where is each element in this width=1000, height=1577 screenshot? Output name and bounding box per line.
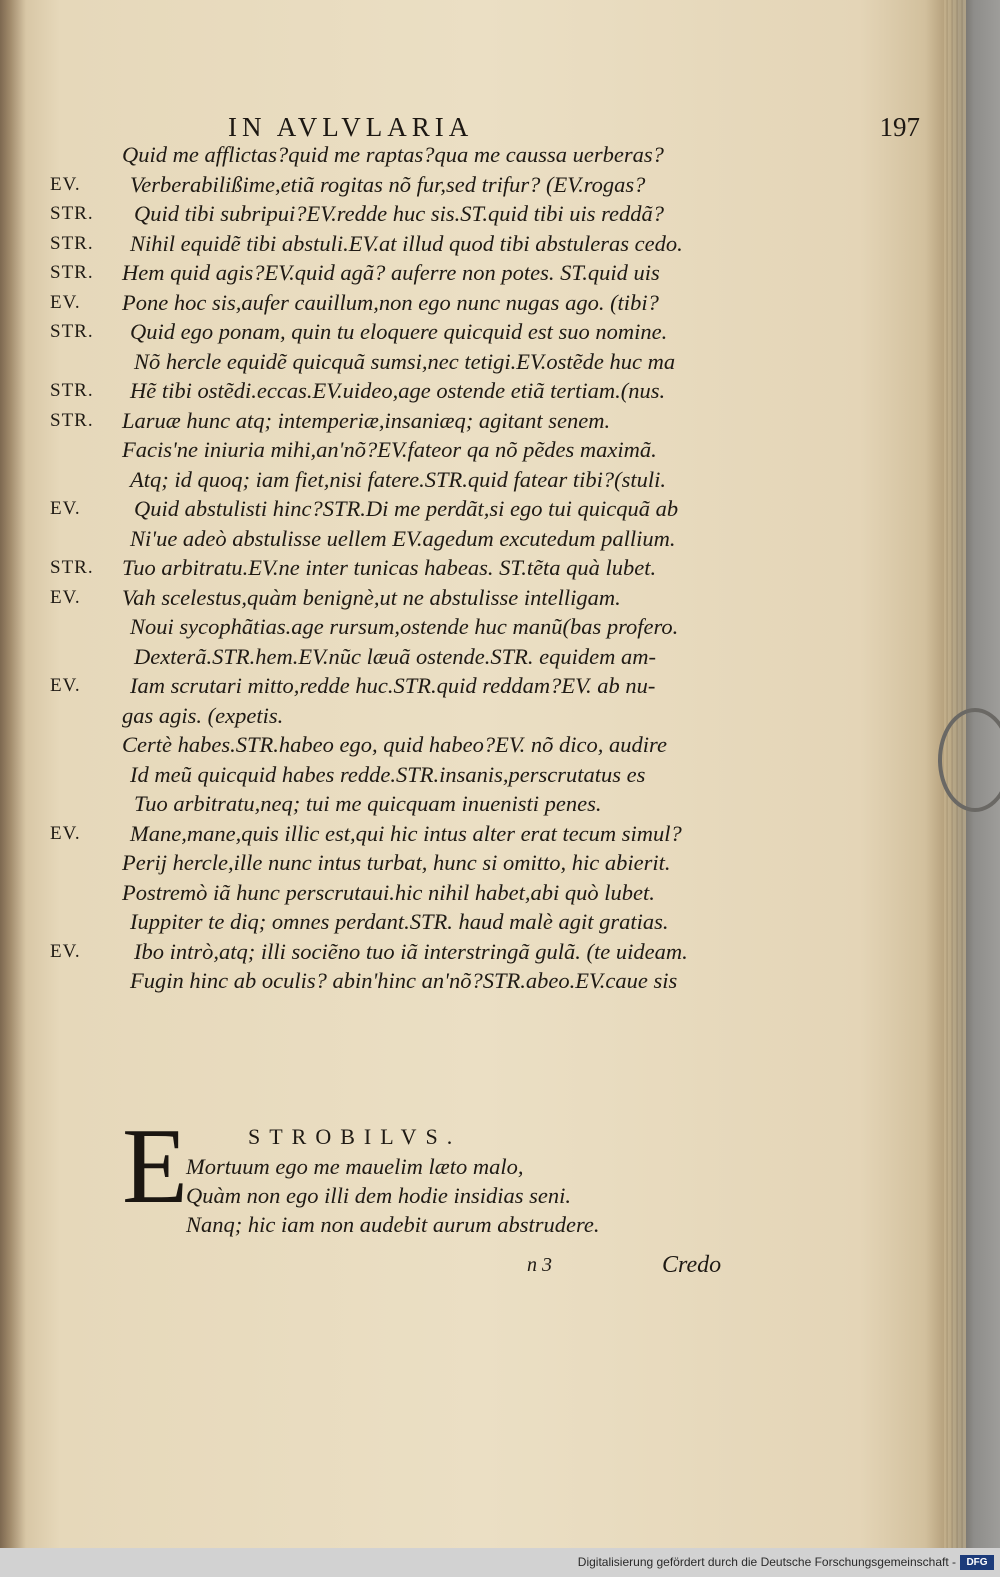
text-line	[50, 317, 750, 347]
speaker-label: EV.	[50, 940, 81, 962]
verse-text: Pone hoc sis,aufer cauillum,non ego nunc nugas ago. (tibi?	[122, 289, 659, 315]
verse-text: Certè habes.STR.habeo ego, quid habeo?EV. nõ dico, audire	[122, 732, 667, 757]
verse-text: Atq; id quoq; iam fiet,nisi fatere.STR.quid fatear tibi?(stuli.	[130, 466, 667, 492]
verse-text: Quid me afflictas?quid me raptas?qua me caussa uerberas?	[122, 142, 664, 167]
text-line	[50, 258, 750, 288]
verse-text: Facis'ne iniuria mihi,an'nõ?EV.fateor qa nõ pẽdes maximã.	[122, 437, 657, 462]
text-line	[50, 376, 750, 406]
verse-text: Dexterã.STR.hem.EV.nũc læuã ostende.STR. equidem am-	[134, 643, 656, 669]
text-line	[50, 524, 750, 554]
text-line	[50, 583, 750, 613]
text-line	[50, 170, 750, 200]
text-line	[50, 848, 750, 878]
text-line	[50, 819, 750, 849]
text-line	[50, 701, 750, 731]
verse-text: Quid tibi subripui?EV.redde huc sis.ST.quid tibi uis reddã?	[134, 201, 665, 226]
verse-text: Quid abstulisti hinc?STR.Di me perdãt,si ego tui quicquã ab	[134, 496, 679, 521]
text-line	[50, 937, 750, 967]
scene-line: Quàm non ego illi dem hodie insidias seni.	[186, 1183, 571, 1208]
verse-text: Nõ hercle equidẽ quicquã sumsi,nec tetigi.EV.ostẽde huc ma	[134, 348, 676, 374]
verse-text: Iuppiter te diq; omnes perdant.STR. haud malè agit gratias.	[130, 909, 669, 934]
speaker-label: STR.	[50, 557, 94, 578]
verse-text: Postremò iã hunc perscrutaui.hic nihil habet,abi quò lubet.	[122, 879, 655, 905]
verse-text: Mane,mane,quis illic est,qui hic intus alter erat tecum simul?	[130, 820, 682, 846]
speaker-label: STR.	[50, 380, 94, 401]
funding-notice: Digitalisierung gefördert durch die Deutsche Forschungsgemeinschaft -	[577, 1555, 956, 1569]
speaker-label: EV.	[50, 586, 81, 608]
speaker-label: STR.	[50, 409, 94, 431]
text-line	[50, 435, 750, 465]
text-line	[50, 671, 750, 701]
speaker-label: STR.	[50, 262, 94, 283]
speaker-label: EV.	[50, 498, 81, 519]
text-line	[50, 229, 750, 259]
verse-text: Iam scrutari mitto,redde huc.STR.quid reddam?EV. ab nu-	[130, 673, 656, 698]
scene-heading: STROBILVS.	[248, 1124, 462, 1149]
text-line	[50, 789, 750, 819]
verse-text: Vah scelestus,quàm benignè,ut ne abstulisse intelligam.	[122, 584, 621, 610]
text-line	[50, 553, 750, 583]
text-line	[50, 642, 750, 672]
text-line	[50, 140, 750, 170]
page-number: 197	[879, 112, 920, 142]
verse-text: Laruæ hunc atq; intemperiæ,insaniæq; agitant senem.	[122, 407, 611, 433]
speaker-label: STR.	[50, 203, 94, 224]
text-line	[50, 612, 750, 642]
text-line	[50, 878, 750, 908]
text-line	[50, 288, 750, 318]
verse-text: Noui sycophãtias.age rursum,ostende huc manũ(bas profero.	[130, 614, 679, 639]
speaker-label: EV.	[50, 173, 81, 195]
running-title: IN AVLVLARIA	[228, 112, 474, 142]
text-line	[50, 760, 750, 790]
speaker-label: EV.	[50, 675, 81, 696]
verse-text: Tuo arbitratu.EV.ne inter tunicas habeas. ST.tẽta quà lubet.	[122, 555, 657, 580]
text-line	[50, 199, 750, 229]
verse-text: Nihil equidẽ tibi abstuli.EV.at illud quod tibi abstuleras cedo.	[130, 230, 683, 256]
text-line	[50, 406, 750, 436]
verse-text: Id meũ quicquid habes redde.STR.insanis,perscrutatus es	[130, 761, 646, 787]
verse-text: Fugin hinc ab oculis? abin'hinc an'nõ?STR.abeo.EV.caue sis	[130, 968, 678, 993]
speaker-label: EV.	[50, 822, 81, 844]
dfg-logo: DFG	[960, 1555, 994, 1570]
speaker-label: EV.	[50, 291, 81, 313]
text-line	[50, 465, 750, 495]
catchword: Credo	[662, 1252, 722, 1278]
scene-line: Mortuum ego me mauelim læto malo,	[186, 1154, 524, 1179]
drop-cap: E	[122, 1107, 188, 1226]
text-line	[50, 347, 750, 377]
text-line	[50, 730, 750, 760]
speaker-label: STR.	[50, 232, 94, 254]
text-line	[50, 966, 750, 996]
scene-line: Nanq; hic iam non audebit aurum abstrudere.	[186, 1212, 600, 1237]
signature-mark: n 3	[527, 1254, 552, 1276]
text-line	[50, 494, 750, 524]
verse-text: Ni'ue adeò abstulisse uellem EV.agedum excutedum pallium.	[130, 525, 676, 551]
verse-text: gas agis. (expetis.	[122, 702, 284, 728]
verse-text: Ibo intrò,atq; illi sociẽno tuo iã interstringã gulã. (te uideam.	[134, 938, 688, 964]
scene-text	[186, 1152, 746, 1239]
verse-text: Hem quid agis?EV.quid agã? auferre non potes. ST.quid uis	[122, 260, 660, 285]
footer-bar	[0, 1548, 1000, 1577]
running-head	[228, 112, 920, 142]
speaker-label: STR.	[50, 321, 94, 342]
dialogue-text	[50, 140, 750, 996]
verse-text: Hẽ tibi ostẽdi.eccas.EV.uideo,age ostende etiã tertiam.(nus.	[130, 378, 666, 403]
verse-text: Tuo arbitratu,neq; tui me quicquam inuenisti penes.	[134, 791, 602, 816]
verse-text: Verberabilißime,etiã rogitas nõ fur,sed trifur? (EV.rogas?	[130, 171, 646, 197]
verse-text: Quid ego ponam, quin tu eloquere quicquid est suo nomine.	[130, 319, 668, 344]
verse-text: Perij hercle,ille nunc intus turbat, hunc si omitto, hic abierit.	[122, 850, 671, 875]
text-line	[50, 907, 750, 937]
